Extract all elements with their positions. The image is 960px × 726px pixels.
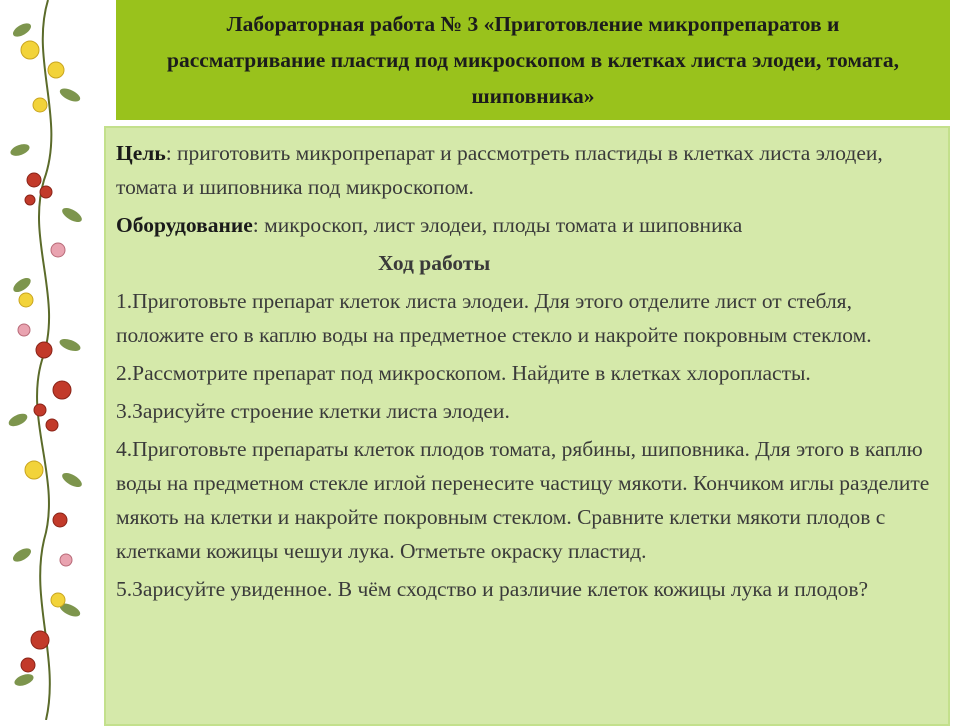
equipment-text: : микроскоп, лист элодеи, плоды томата и шиповника [252,213,743,237]
step-2: 2.Рассмотрите препарат под микроскопом. Найдите в клетках хлоропласты. [116,361,811,385]
step-3: 3.Зарисуйте строение клетки листа элодеи. [116,399,510,423]
goal-text: : приготовить микропрепарат и рассмотреть пластиды в клетках листа элодеи, томата и шиповника под микроскопом. [116,141,883,199]
step-1: 1.Приготовьте препарат клеток листа элодеи. Для этого отделите лист от стебля, положите его в каплю воды на предметное стекло и накройте покровным стеклом. [116,289,872,347]
step-4: 4.Приготовьте препараты клеток плодов томата, рябины, шиповника. Для этого в каплю воды на предметном стекле иглой перенесите частицу мякоти. Кончиком иглы разделите мякоть на клетки и накройте покровным стеклом. Сравните клетки мякоти плодов с клетками кожицы чешуи лука. Отметьте окраску пластид. [116,437,930,563]
procedure-heading: Ход работы [378,251,491,275]
equipment-label: Оборудование [116,213,253,237]
page-title: Лабораторная работа № 3 «Приготовление микропрепаратов и рассматривание пластид под микроскопом в клетках листа элодеи, томата, шиповника» [166,12,900,108]
step-5: 5.Зарисуйте увиденное. В чём сходство и различие клеток кожицы лука и плодов? [116,577,869,601]
goal-label: Цель [116,141,166,165]
flower-vine-icon [0,0,100,720]
goal-paragraph [116,136,934,204]
title-banner [116,0,950,120]
content-panel [104,126,950,726]
equipment-paragraph [116,208,934,242]
